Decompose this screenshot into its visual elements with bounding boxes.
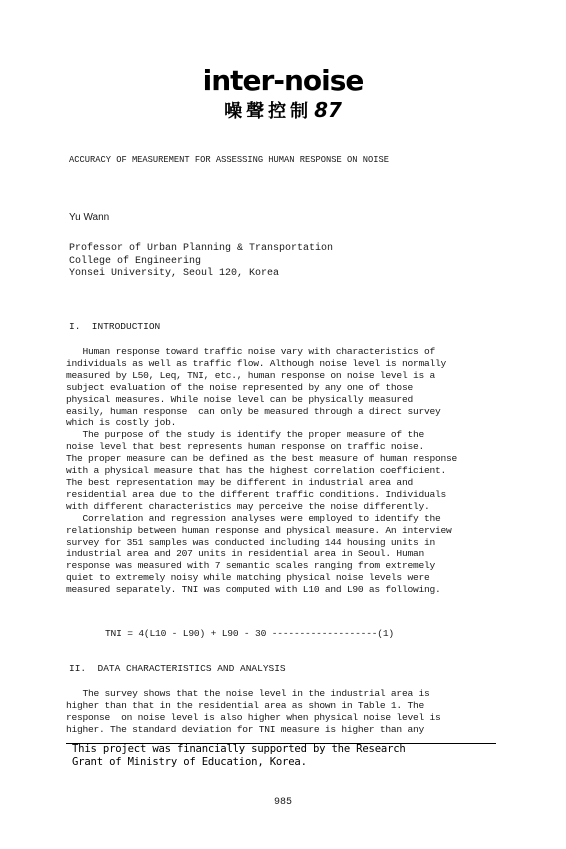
text-line: response was measured with 7 semantic scales ranging from extremely xyxy=(66,560,435,572)
paper-title: ACCURACY OF MEASUREMENT FOR ASSESSING HUMAN RESPONSE ON NOISE xyxy=(69,154,389,165)
introduction-body xyxy=(66,346,496,596)
text-line: subject evaluation of the noise represented by any one of those xyxy=(66,381,413,393)
conference-logo-subtitle xyxy=(0,99,566,123)
text-line: higher. The standard deviation for TNI measure is higher than any xyxy=(66,723,424,735)
text-line: quiet to extremely noisy while matching physical noise levels were xyxy=(66,572,430,584)
section-heading-data-analysis: II. DATA CHARACTERISTICS AND ANALYSIS xyxy=(69,663,286,674)
text-line: industrial area and 207 units in residential area in Seoul. Human xyxy=(66,548,424,560)
text-line: measured by L50, Leq, TNI, etc., human response on noise level is a xyxy=(66,369,435,381)
text-line: The purpose of the study is identify the proper measure of the xyxy=(66,429,424,441)
affiliation-line: Yonsei University, Seoul 120, Korea xyxy=(69,268,280,279)
section-heading-introduction: I. INTRODUCTION xyxy=(69,321,161,332)
footnote-line: This project was financially supported by the Research xyxy=(72,743,406,755)
text-line: The proper measure can be defined as the best measure of human response xyxy=(66,453,458,465)
text-line: The best representation may be different in industrial area and xyxy=(66,476,413,488)
logo-year: 87 xyxy=(314,98,342,122)
text-line: physical measures. While noise level can be physically measured xyxy=(66,393,413,405)
text-line: with different characteristics may perceive the noise differently. xyxy=(66,500,430,512)
text-line: response on noise level is also higher when physical noise level is xyxy=(66,711,441,723)
text-line: The survey shows that the noise level in the industrial area is xyxy=(66,688,430,699)
logo-cjk-text: 噪聲控制 xyxy=(224,101,313,122)
footnote xyxy=(72,743,406,769)
text-line: Correlation and regression analyses were employed to identify the xyxy=(66,512,441,524)
text-line: residential area due to the different traffic conditions. Individuals xyxy=(66,488,446,500)
affiliation-line: College of Engineering xyxy=(69,255,202,267)
text-line: which is costly job. xyxy=(66,417,177,429)
equation-tni: TNI = 4(L10 - L90) + L90 - 30 -------------------(1) xyxy=(105,628,394,639)
conference-logo: inter-noise xyxy=(202,64,364,97)
text-line: with a physical measure that has the highest correlation coefficient. xyxy=(66,465,446,477)
text-line: measured separately. TNI was computed with L10 and L90 as following. xyxy=(66,584,441,596)
author-name: Yu Wann xyxy=(69,212,110,223)
text-line: survey for 351 samples was conducted including 144 housing units in xyxy=(66,536,435,548)
data-analysis-body xyxy=(66,688,496,736)
text-line: Human response toward traffic noise vary with characteristics of xyxy=(66,346,435,357)
author-affiliation xyxy=(69,243,333,281)
text-line: easily, human response can only be measured through a direct survey xyxy=(66,405,441,417)
text-line: noise level that best represents human response on traffic noise. xyxy=(66,441,424,453)
page-number: 985 xyxy=(273,797,292,808)
text-line: individuals as well as traffic flow. Although noise level is normally xyxy=(66,357,446,369)
text-line: relationship between human response and physical measure. An interview xyxy=(66,524,452,536)
text-line: higher than that in the residential area as shown in Table 1. The xyxy=(66,699,424,711)
affiliation-line: Professor of Urban Planning & Transportation xyxy=(69,243,334,254)
footnote-line: Grant of Ministry of Education, Korea. xyxy=(72,756,307,768)
